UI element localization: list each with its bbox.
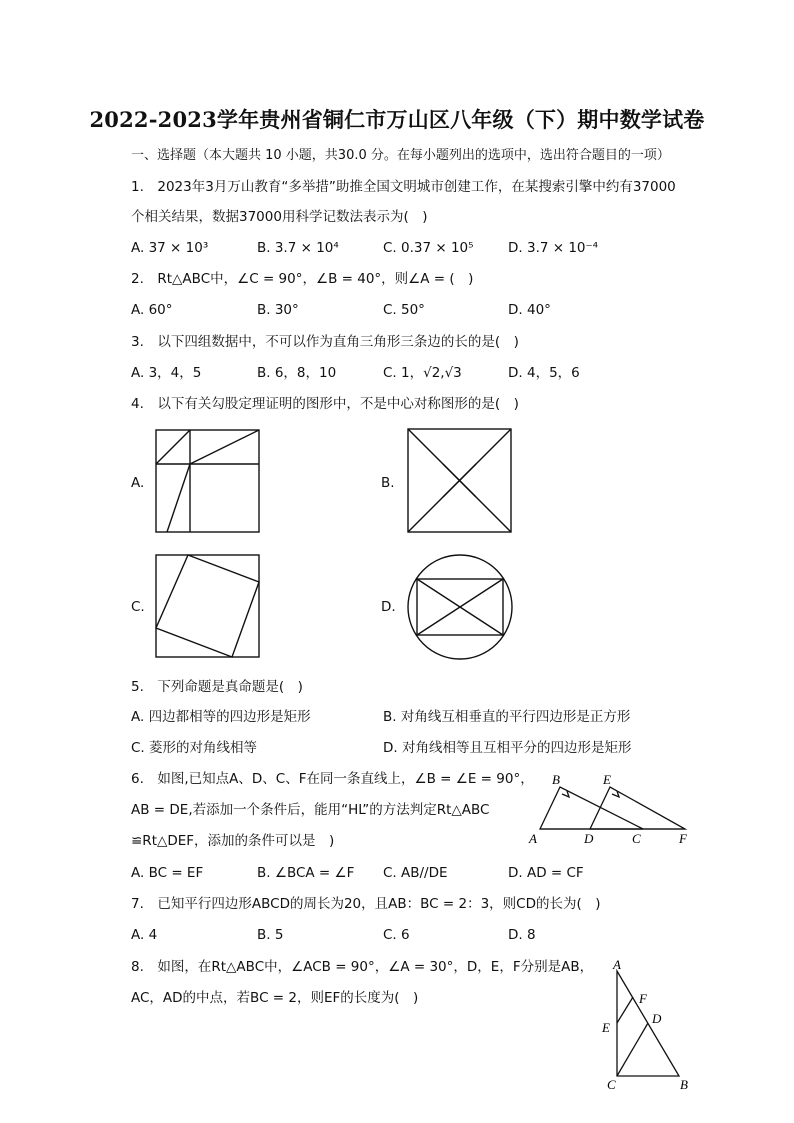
q5-option-c: C. 菱形的对角线相等 [131, 740, 258, 756]
q6-stem-line3: ≌Rt△DEF，添加的条件可以是 ) [131, 833, 335, 849]
page-title: 2022-2023学年贵州省铜仁市万山区八年级（下）期中数学试卷 [89, 107, 705, 132]
q8-label-c: C [607, 1077, 616, 1092]
q5-option-b: B. 对角线互相垂直的平行四边形是正方形 [383, 709, 631, 725]
q5-option-a: A. 四边都相等的四边形是矩形 [131, 709, 311, 725]
q5-stem: 5. 下列命题是真命题是( ) [131, 679, 303, 695]
q2-option-d: D. 40° [508, 302, 551, 318]
q4-option-c-label: C. [131, 599, 145, 615]
q6-figure [525, 770, 695, 848]
q2-option-b: B. 30° [257, 302, 299, 318]
q5-option-d: D. 对角线相等且互相平分的四边形是矩形 [383, 740, 632, 756]
q6-label-f: F [679, 831, 687, 846]
q1-option-b: B. 3.7 × 10⁴ [257, 240, 339, 256]
q6-label-c: C [632, 831, 641, 846]
q6-stem-line2: AB = DE,若添加一个条件后，能用“HL”的方法判定Rt△ABC [131, 802, 490, 818]
q4-figure-a [155, 429, 261, 533]
q6-stem-line1: 6. 如图,已知点A、D、C、F在同一条直线上，∠B = ∠E = 90°， [131, 771, 534, 787]
q2-option-c: C. 50° [383, 302, 425, 318]
q8-label-f: F [639, 991, 647, 1006]
q8-label-d: D [652, 1011, 662, 1026]
q1-option-c: C. 0.37 × 10⁵ [383, 240, 474, 256]
q3-option-b: B. 6，8，10 [257, 365, 337, 381]
q4-option-a-label: A. [131, 475, 145, 491]
q1-stem-line2: 个相关结果，数据37000用科学记数法表示为( ) [131, 209, 428, 225]
q8-label-a: A [613, 957, 621, 972]
q3-option-d: D. 4，5，6 [508, 365, 580, 381]
q1-stem-line1: 1. 2023年3月万山教育“多举措”助推全国文明城市创建工作，在某搜索引擎中约有37000 [131, 179, 676, 195]
q6-option-b: B. ∠BCA = ∠F [257, 865, 355, 881]
q7-option-d: D. 8 [508, 927, 536, 943]
q8-stem-line1: 8. 如图，在Rt△ABC中，∠ACB = 90°，∠A = 30°，D，E，F分别是AB， [131, 959, 594, 975]
q4-option-b-label: B. [381, 475, 395, 491]
q3-option-a: A. 3，4，5 [131, 365, 202, 381]
q3-stem: 3. 以下四组数据中，不可以作为直角三角形三条边的长的是( ) [131, 334, 519, 350]
q6-option-c: C. AB//DE [383, 865, 448, 881]
q8-label-e: E [602, 1020, 610, 1035]
q4-figure-d [407, 554, 513, 660]
q7-option-b: B. 5 [257, 927, 284, 943]
q4-figure-c [155, 554, 261, 658]
q6-option-d: D. AD = CF [508, 865, 584, 881]
q8-label-b: B [680, 1077, 688, 1092]
q7-stem: 7. 已知平行四边形ABCD的周长为20，且AB：BC = 2：3，则CD的长为( ) [131, 896, 601, 912]
q7-option-a: A. 4 [131, 927, 158, 943]
q6-label-b: B [552, 772, 560, 787]
q3-option-c: C. 1，√2,√3 [383, 365, 462, 381]
q6-label-e: E [603, 772, 611, 787]
q6-option-a: A. BC = EF [131, 865, 204, 881]
q4-stem: 4. 以下有关勾股定理证明的图形中，不是中心对称图形的是( ) [131, 396, 519, 412]
q8-figure [595, 955, 700, 1095]
q4-option-d-label: D. [381, 599, 396, 615]
q6-label-a: A [529, 831, 537, 846]
q4-figure-b [407, 428, 513, 534]
q2-option-a: A. 60° [131, 302, 173, 318]
q2-stem: 2. Rt△ABC中，∠C = 90°，∠B = 40°，则∠A = ( ) [131, 271, 474, 287]
q1-option-a: A. 37 × 10³ [131, 240, 209, 256]
q6-label-d: D [584, 831, 594, 846]
q7-option-c: C. 6 [383, 927, 410, 943]
section-heading: 一、选择题（本大题共 10 小题，共30.0 分。在每小题列出的选项中，选出符合题目的一项） [131, 148, 670, 163]
q1-option-d: D. 3.7 × 10⁻⁴ [508, 240, 599, 256]
q8-stem-line2: AC，AD的中点，若BC = 2，则EF的长度为( ) [131, 990, 419, 1006]
